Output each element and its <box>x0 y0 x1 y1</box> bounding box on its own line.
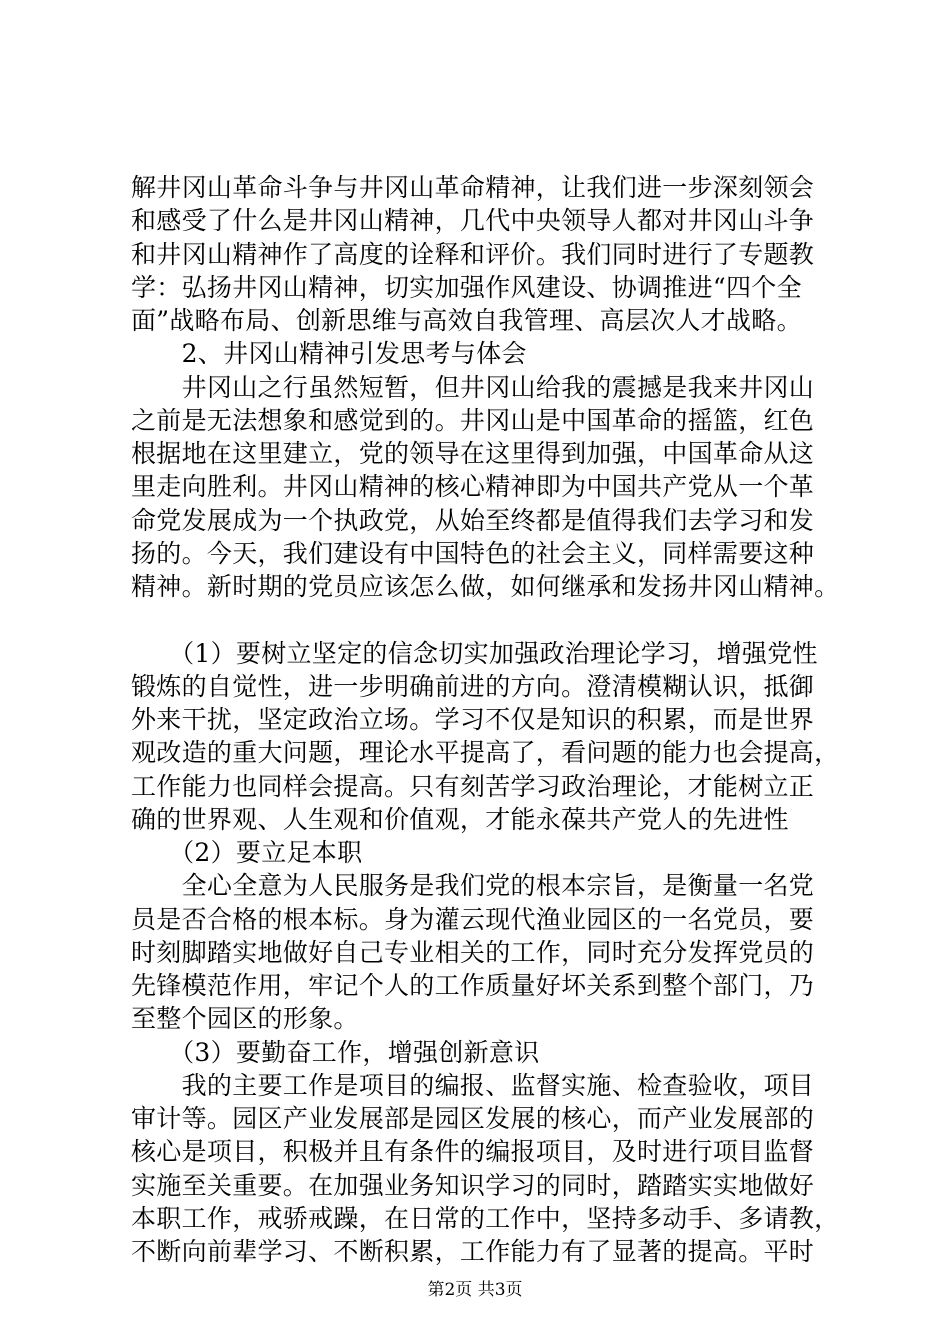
body-text-line: 先锋模范作用，牢记个人的工作质量好坏关系到整个部门，乃 <box>131 971 815 1000</box>
body-text-line: 员是否合格的根本标。身为灌云现代渔业园区的一名党员，要 <box>131 905 815 934</box>
body-text-line: 我的主要工作是项目的编报、监督实施、检查验收，项目 <box>131 1071 815 1100</box>
body-text-line: 实施至关重要。在加强业务知识学习的同时，踏踏实实地做好 <box>131 1171 815 1200</box>
body-text-line: 核心是项目，积极并且有条件的编报项目，及时进行项目监督 <box>131 1137 815 1166</box>
body-text-line: 根据地在这里建立，党的领导在这里得到加强，中国革命从这 <box>131 439 815 468</box>
body-text-line: 之前是无法想象和感觉到的。井冈山是中国革命的摇篮，红色 <box>131 406 815 435</box>
body-text-line: 和井冈山精神作了高度的诠释和评价。我们同时进行了专题教 <box>131 240 815 269</box>
subsection-heading: （2）要立足本职 <box>131 838 363 867</box>
subsection-heading: （1）要树立坚定的信念切实加强政治理论学习，增强党性 <box>131 639 818 668</box>
body-text-line: 不断向前辈学习、不断积累，工作能力有了显著的提高。平时 <box>131 1237 815 1266</box>
body-text-line: 审计等。园区产业发展部是园区发展的核心，而产业发展部的 <box>131 1104 815 1133</box>
section-heading: 2、井冈山精神引发思考与体会 <box>131 339 527 368</box>
body-text-line: 命党发展成为一个执政党，从始至终都是值得我们去学习和发 <box>131 506 815 535</box>
body-text-line: 工作能力也同样会提高。只有刻苦学习政治理论，才能树立正 <box>131 772 815 801</box>
body-text-line: 解井冈山革命斗争与井冈山革命精神，让我们进一步深刻领会 <box>131 173 815 202</box>
body-text-line: 本职工作，戒骄戒躁，在日常的工作中，坚持多动手、多请教， <box>131 1204 840 1233</box>
body-text-line: 精神。新时期的党员应该怎么做，如何继承和发扬井冈山精神。 <box>131 572 840 601</box>
body-text-line: 全心全意为人民服务是我们党的根本宗旨，是衡量一名党 <box>131 871 815 900</box>
body-text-line: 学：弘扬井冈山精神，切实加强作风建设、协调推进“四个全 <box>131 273 802 302</box>
body-text-line: 观改造的重大问题，理论水平提高了，看问题的能力也会提高， <box>131 738 840 767</box>
body-text-line: 外来干扰，坚定政治立场。学习不仅是知识的积累，而是世界 <box>131 705 815 734</box>
body-text-line: 时刻脚踏实地做好自己专业相关的工作，同时充分发挥党员的 <box>131 938 815 967</box>
body-text-line: 扬的。今天，我们建设有中国特色的社会主义，同样需要这种 <box>131 539 815 568</box>
subsection-heading: （3）要勤奋工作，增强创新意识 <box>131 1038 540 1067</box>
body-text-line: 里走向胜利。井冈山精神的核心精神即为中国共产党从一个革 <box>131 472 815 501</box>
body-text-line: 确的世界观、人生观和价值观，才能永葆共产党人的先进性 <box>131 805 789 834</box>
page-footer: 第2页 共3页 <box>427 1280 523 1300</box>
body-text-line: 锻炼的自觉性，进一步明确前进的方向。澄清模糊认识，抵御 <box>131 672 815 701</box>
body-text-line: 至整个园区的形象。 <box>131 1004 359 1033</box>
blank-line <box>131 603 831 636</box>
body-text-line: 井冈山之行虽然短暂，但井冈山给我的震撼是我来井冈山 <box>131 373 815 402</box>
body-text-line: 面”战略布局、创新思维与高效自我管理、高层次人才战略。 <box>131 306 802 335</box>
body-text-line: 和感受了什么是井冈山精神，几代中央领导人都对井冈山斗争 <box>131 206 815 235</box>
